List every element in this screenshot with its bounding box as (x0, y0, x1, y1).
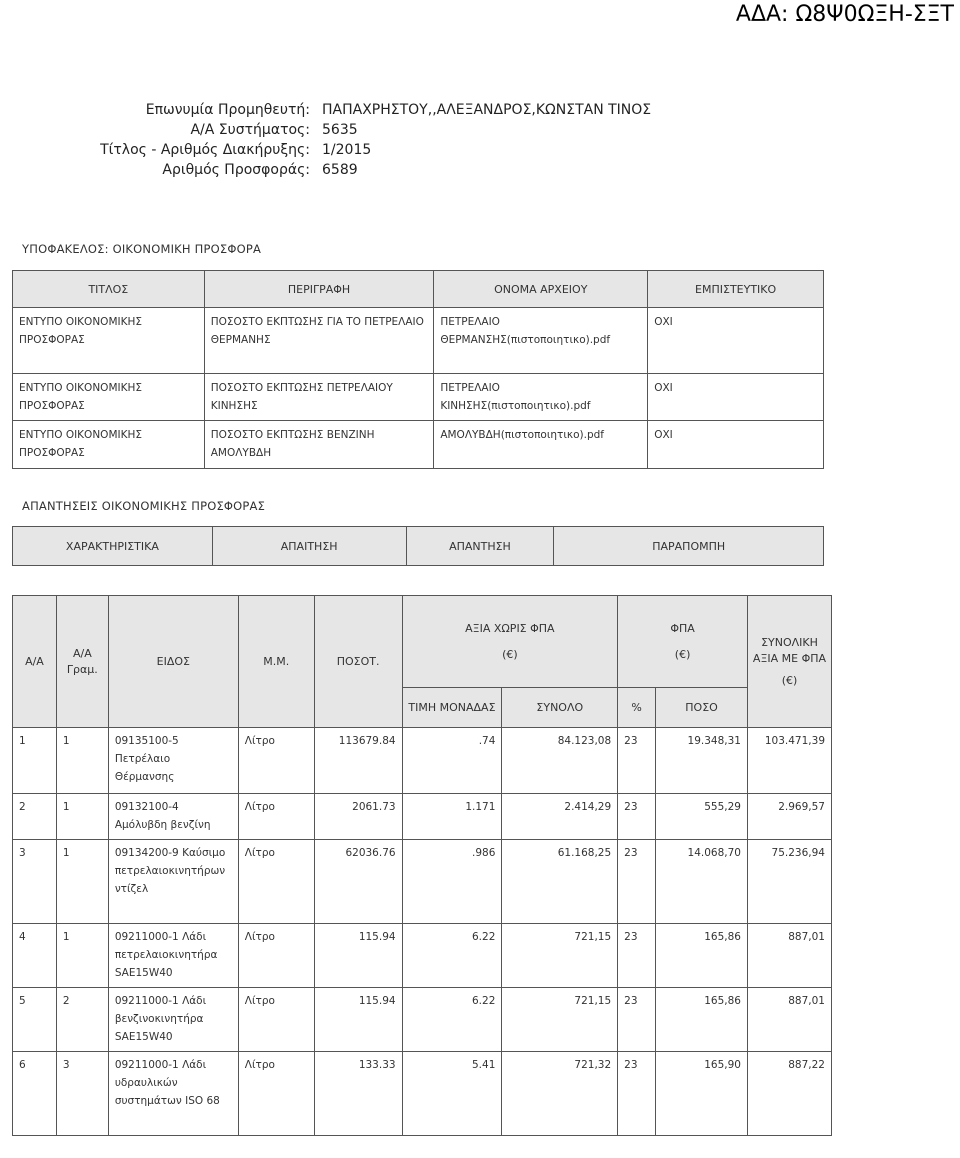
col-unit-price: ΤΙΜΗ ΜΟΝΑΔΑΣ (402, 688, 502, 728)
cell-quantity: 115.94 (314, 924, 402, 988)
col-unit-measure: Μ.Μ. (238, 596, 314, 728)
cell-aa-gram: 3 (56, 1052, 108, 1136)
cell-vat-pct: 23 (618, 924, 656, 988)
supplier-name-label: Επωνυμία Προμηθευτή: (145, 102, 310, 118)
cell-unit-measure: Λίτρο (238, 988, 314, 1052)
cell-unit-price: 6.22 (402, 988, 502, 1052)
col-reference: ΠΑΡΑΠΟΜΠΗ (554, 527, 824, 566)
cell-vat-amount: 14.068,70 (656, 840, 748, 924)
col-quantity: ΠΟΣΟΤ. (314, 596, 402, 728)
cell-unit-price: 6.22 (402, 924, 502, 988)
header-row (100, 100, 652, 120)
cell-aa: 6 (13, 1052, 57, 1136)
col-aa-gram: Α/Α Γραμ. (56, 596, 108, 728)
cell-quantity: 115.94 (314, 988, 402, 1052)
col-description: ΠΕΡΙΓΡΑΦΗ (204, 271, 434, 308)
vat-currency: (€) (674, 647, 691, 661)
cell-title: ΕΝΤΥΠΟ ΟΙΚΟΝΟΜΙΚΗΣ ΠΡΟΣΦΟΡΑΣ (13, 374, 205, 421)
col-title: ΤΙΤΛΟΣ (13, 271, 205, 308)
subfolder-table (12, 270, 824, 469)
cell-aa-gram: 1 (56, 728, 108, 794)
cell-confidential: ΟΧΙ (648, 308, 824, 374)
table-header-row (13, 596, 832, 688)
cell-unit-measure: Λίτρο (238, 728, 314, 794)
cell-unit-price: .74 (402, 728, 502, 794)
table-row (13, 728, 832, 794)
value-no-vat-currency: (€) (502, 647, 518, 661)
cell-total: 887,22 (748, 1052, 832, 1136)
table-row (13, 924, 832, 988)
cell-aa: 4 (13, 924, 57, 988)
cell-unit-measure: Λίτρο (238, 840, 314, 924)
cell-item: 09211000-1 Λάδι υδραυλικών συστημάτων ISO 68 (108, 1052, 238, 1136)
offer-number-label: Αριθμός Προσφοράς: (162, 162, 310, 178)
table-row (13, 988, 832, 1052)
cell-title: ΕΝΤΥΠΟ ΟΙΚΟΝΟΜΙΚΗΣ ΠΡΟΣΦΟΡΑΣ (13, 421, 205, 469)
table-header-row (13, 527, 824, 566)
cell-total: 887,01 (748, 924, 832, 988)
col-requirement: ΑΠΑΙΤΗΣΗ (212, 527, 406, 566)
header-row (100, 140, 652, 160)
cell-vat-pct: 23 (618, 794, 656, 840)
vat-label: ΦΠΑ (670, 621, 695, 635)
cell-aa: 5 (13, 988, 57, 1052)
file-link[interactable]: ΠΕΤΡΕΛΑΙΟ ΘΕΡΜΑΝΣΗΣ(πιστοποιητικο).pdf (434, 308, 648, 374)
cell-aa: 1 (13, 728, 57, 794)
cell-confidential: ΟΧΙ (648, 421, 824, 469)
cell-vat-pct: 23 (618, 840, 656, 924)
cell-confidential: ΟΧΙ (648, 374, 824, 421)
cell-vat-amount: 165,86 (656, 924, 748, 988)
total-currency: (€) (781, 673, 798, 687)
cell-aa: 3 (13, 840, 57, 924)
cell-vat-amount: 19.348,31 (656, 728, 748, 794)
col-sum: ΣΥΝΟΛΟ (502, 688, 618, 728)
cell-sum: 721,32 (502, 1052, 618, 1136)
cell-quantity: 2061.73 (314, 794, 402, 840)
col-aa: Α/Α (13, 596, 57, 728)
answers-table (12, 526, 824, 566)
table-row (13, 421, 824, 469)
cell-unit-measure: Λίτρο (238, 794, 314, 840)
cell-aa-gram: 1 (56, 840, 108, 924)
header-row (100, 160, 652, 180)
col-value-no-vat (402, 596, 618, 688)
items-table (12, 595, 832, 1136)
cell-description: ΠΟΣΟΣΤΟ ΕΚΠΤΩΣΗΣ ΠΕΤΡΕΛΑΙΟΥ ΚΙΝΗΣΗΣ (204, 374, 434, 421)
ada-code: ΑΔΑ: Ω8Ψ0ΩΞΗ-ΣΞΤ (735, 2, 954, 27)
cell-vat-amount: 165,90 (656, 1052, 748, 1136)
cell-vat-amount: 555,29 (656, 794, 748, 840)
cell-vat-pct: 23 (618, 728, 656, 794)
cell-sum: 61.168,25 (502, 840, 618, 924)
answers-title: ΑΠΑΝΤΗΣΕΙΣ ΟΙΚΟΝΟΜΙΚΗΣ ΠΡΟΣΦΟΡΑΣ (22, 499, 266, 513)
col-confidential: ΕΜΠΙΣΤΕΥΤΙΚΟ (648, 271, 824, 308)
col-filename: ΟΝΟΜΑ ΑΡΧΕΙΟΥ (434, 271, 648, 308)
cell-vat-amount: 165,86 (656, 988, 748, 1052)
table-row (13, 840, 832, 924)
cell-unit-measure: Λίτρο (238, 1052, 314, 1136)
cell-item: 09211000-1 Λάδι πετρελαιοκινητήρα SAE15W40 (108, 924, 238, 988)
col-answer: ΑΠΑΝΤΗΣΗ (406, 527, 554, 566)
col-vat-pct: % (618, 688, 656, 728)
cell-item: 09211000-1 Λάδι βενζινοκινητήρα SAE15W40 (108, 988, 238, 1052)
cell-unit-measure: Λίτρο (238, 924, 314, 988)
cell-description: ΠΟΣΟΣΤΟ ΕΚΠΤΩΣΗΣ ΓΙΑ ΤΟ ΠΕΤΡΕΛΑΙΟ ΘΕΡΜΑΝΗΣ (204, 308, 434, 374)
table-row (13, 1052, 832, 1136)
cell-quantity: 133.33 (314, 1052, 402, 1136)
cell-vat-pct: 23 (618, 1052, 656, 1136)
cell-aa-gram: 2 (56, 988, 108, 1052)
value-no-vat-label: ΑΞΙΑ ΧΩΡΙΣ ΦΠΑ (465, 621, 555, 635)
cell-unit-price: .986 (402, 840, 502, 924)
cell-quantity: 62036.76 (314, 840, 402, 924)
cell-total: 103.471,39 (748, 728, 832, 794)
col-vat-amount: ΠΟΣΟ (656, 688, 748, 728)
system-id-value: 5635 (322, 122, 358, 138)
supplier-name-value: ΠΑΠΑΧΡΗΣΤΟΥ,,ΑΛΕΞΑΝΔΡΟΣ,ΚΩΝΣΤΑΝ ΤΙΝΟΣ (322, 102, 652, 118)
cell-aa-gram: 1 (56, 924, 108, 988)
cell-description: ΠΟΣΟΣΤΟ ΕΚΠΤΩΣΗΣ ΒΕΝΖΙΝΗ ΑΜΟΛΥΒΔΗ (204, 421, 434, 469)
subfolder-title: ΥΠΟΦΑΚΕΛΟΣ: ΟΙΚΟΝΟΜΙΚΗ ΠΡΟΣΦΟΡΑ (22, 242, 262, 256)
col-item: ΕΙΔΟΣ (108, 596, 238, 728)
table-row (13, 308, 824, 374)
tender-title-value: 1/2015 (322, 142, 372, 158)
cell-item: 09134200-9 Καύσιμο πετρελαιοκινητήρων ντίζελ (108, 840, 238, 924)
cell-title: ΕΝΤΥΠΟ ΟΙΚΟΝΟΜΙΚΗΣ ΠΡΟΣΦΟΡΑΣ (13, 308, 205, 374)
file-link[interactable]: ΑΜΟΛΥΒΔΗ(πιστοποιητικο).pdf (434, 421, 648, 469)
total-label: ΣΥΝΟΛΙΚΗ ΑΞΙΑ ΜΕ ΦΠΑ (752, 635, 827, 665)
offer-number-value: 6589 (322, 162, 358, 178)
cell-vat-pct: 23 (618, 988, 656, 1052)
cell-total: 887,01 (748, 988, 832, 1052)
header-row (100, 120, 652, 140)
cell-unit-price: 5.41 (402, 1052, 502, 1136)
cell-sum: 721,15 (502, 924, 618, 988)
tender-title-label: Τίτλος - Αριθμός Διακήρυξης: (100, 142, 310, 158)
supplier-header (100, 100, 652, 180)
table-row (13, 794, 832, 840)
system-id-label: Α/Α Συστήματος: (190, 122, 310, 138)
cell-sum: 84.123,08 (502, 728, 618, 794)
cell-total: 75.236,94 (748, 840, 832, 924)
cell-aa-gram: 1 (56, 794, 108, 840)
cell-unit-price: 1.171 (402, 794, 502, 840)
file-link[interactable]: ΠΕΤΡΕΛΑΙΟ ΚΙΝΗΣΗΣ(πιστοποιητικο).pdf (434, 374, 648, 421)
cell-sum: 721,15 (502, 988, 618, 1052)
table-row (13, 374, 824, 421)
table-header-row (13, 271, 824, 308)
cell-sum: 2.414,29 (502, 794, 618, 840)
cell-total: 2.969,57 (748, 794, 832, 840)
col-characteristics: ΧΑΡΑΚΤΗΡΙΣΤΙΚΑ (13, 527, 213, 566)
cell-quantity: 113679.84 (314, 728, 402, 794)
cell-item: 09135100-5 Πετρέλαιο Θέρμανσης (108, 728, 238, 794)
cell-item: 09132100-4 Αμόλυβδη βενζίνη (108, 794, 238, 840)
col-total (748, 596, 832, 728)
col-vat (618, 596, 748, 688)
cell-aa: 2 (13, 794, 57, 840)
